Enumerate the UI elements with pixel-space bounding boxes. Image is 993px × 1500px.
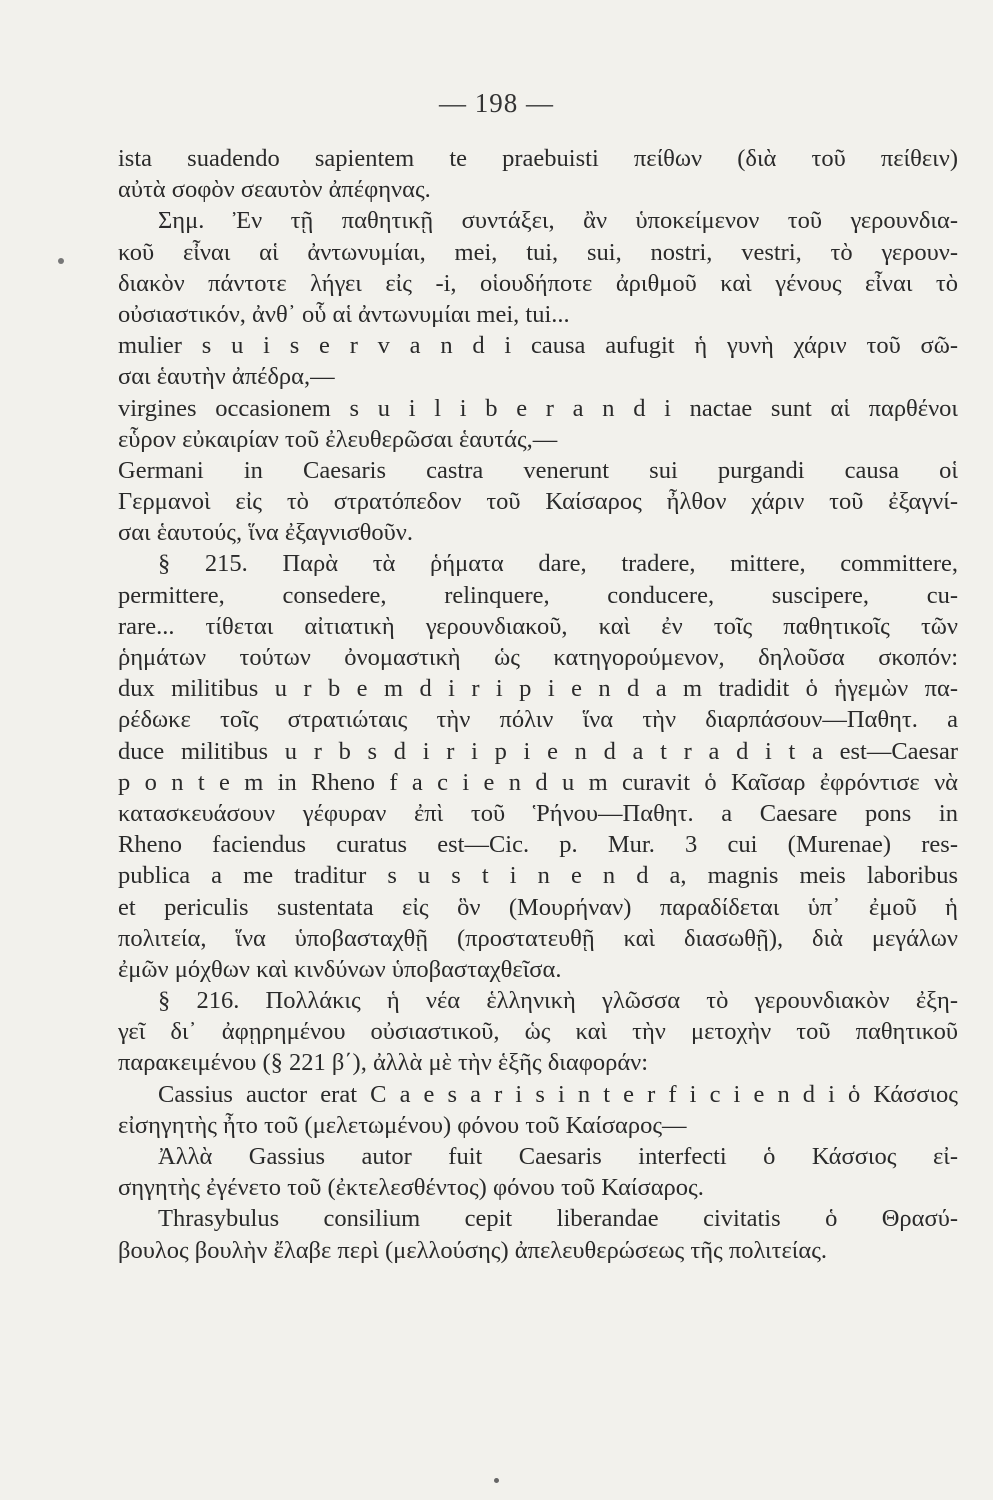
example-line: Ἀλλὰ Gassius autor fuit Caesaris interfecti ὁ Κάσσιος εἰ-: [158, 1143, 958, 1170]
example-line: σαι ἑαυτούς, ἵνα ἐξαγνισθοῦν.: [118, 519, 413, 547]
body-text: [118, 143, 958, 1266]
example-line: σηγητὴς ἐγένετο τοῦ (ἐκτελεσθέντος) φόνου τοῦ Καίσαρος.: [118, 1174, 704, 1202]
text-line: αὐτὰ σοφὸν σεαυτὸν ἀπέφηνας.: [118, 176, 431, 204]
text-line: κοῦ εἶναι αἱ ἀντωνυμίαι, mei, tui, sui, nostri, vestri, τὸ γερουν-: [118, 238, 958, 266]
text-line: permittere, consedere, relinquere, conducere, suscipere, cu-: [118, 581, 958, 609]
example-line: et periculis sustentata εἰς ὃν (Μουρήναν) παραδίδεται ὑπ᾽ ἐμοῦ ἡ: [118, 893, 958, 921]
text-line: διακὸν πάντοτε λήγει εἰς -i, οἱουδήποτε ἀριθμοῦ καὶ γένους εἶναι τὸ: [118, 269, 958, 297]
example-line: βουλος βουλὴν ἔλαβε περὶ (μελλούσης) ἀπελευθερώσεως τῆς πολιτείας.: [118, 1236, 828, 1264]
example-line: σαι ἑαυτὴν ἀπέδρα,—: [118, 363, 335, 391]
text-line: γεῖ δι᾽ ἀφῃρημένου οὐσιαστικοῦ, ὡς καὶ τὴν μετοχὴν τοῦ παθητικοῦ: [118, 1018, 958, 1046]
text-line: ista suadendo sapientem te praebuisti πείθων (διὰ τοῦ πείθειν): [118, 145, 958, 172]
example-line: p o n t e m in Rheno f a c i e n d u m curavit ὁ Καῖσαρ ἐφρόντισε νὰ: [118, 768, 958, 796]
example-line: Germani in Caesaris castra venerunt sui purgandi causa οἱ: [118, 456, 958, 484]
example-line: ρέδωκε τοῖς στρατιώταις τὴν πόλιν ἵνα τὴν διαρπάσουν—Παθητ. a: [118, 706, 958, 734]
text-line: ῥημάτων τούτων ὀνομαστικὴ ὡς κατηγορούμενον, δηλοῦσα σκοπόν:: [118, 644, 958, 671]
text-line: rare... τίθεται αἰτιατικὴ γερουνδιακοῦ, καὶ ἐν τοῖς παθητικοῖς τῶν: [118, 612, 958, 640]
example-line: ἐμῶν μόχθων καὶ κινδύνων ὑποβασταχθεῖσα.: [118, 955, 562, 983]
example-line: duce militibus u r b s d i r i p i e n d a t r a d i t a est—Caesar: [118, 737, 958, 765]
example-line: Rheno faciendus curatus est—Cic. p. Mur. 3 cui (Murenae) res-: [118, 831, 958, 859]
margin-dot: [58, 258, 64, 264]
example-line: Thrasybulus consilium cepit liberandae civitatis ὁ Θρασύ-: [158, 1205, 958, 1233]
example-line: virgines occasionem s u i l i b e r a n d i nactae sunt αἱ παρθένοι: [118, 394, 958, 422]
example-line: εὗρον εὐκαιρίαν τοῦ ἐλευθερῶσαι ἑαυτάς,—: [118, 425, 558, 453]
example-line: κατασκευάσουν γέφυραν ἐπὶ τοῦ Ῥήνου—Παθητ. a Caesare pons in: [118, 799, 958, 827]
note-line: Σημ. Ἐν τῇ παθητικῇ συντάξει, ἂν ὑποκείμενον τοῦ γερουνδια-: [158, 207, 958, 235]
text-line: παρακειμένου (§ 221 β΄), ἀλλὰ μὲ τὴν ἑξῆς διαφοράν:: [118, 1049, 649, 1077]
example-line: Γερμανοὶ εἰς τὸ στρατόπεδον τοῦ Καίσαρος ἦλθον χάριν τοῦ ἐξαγνί-: [118, 488, 958, 516]
example-line: εἰσηγητὴς ἦτο τοῦ (μελετωμένου) φόνου τοῦ Καίσαρος—: [118, 1111, 687, 1139]
bottom-dot: [494, 1478, 499, 1483]
section-215-line: § 215. Παρὰ τὰ ῥήματα dare, tradere, mittere, committere,: [158, 550, 958, 578]
example-line: πολιτεία, ἵνα ὑποβασταχθῇ (προστατευθῇ καὶ διασωθῇ), διὰ μεγάλων: [118, 924, 958, 952]
section-216-line: § 216. Πολλάκις ἡ νέα ἑλληνικὴ γλῶσσα τὸ γερουνδιακὸν ἐξη-: [158, 987, 958, 1015]
example-line: mulier s u i s e r v a n d i causa aufugit ἡ γυνὴ χάριν τοῦ σῶ-: [118, 332, 958, 360]
example-line: Cassius auctor erat C a e s a r i s i n t e r f i c i e n d i ὁ Κάσσιος: [158, 1080, 958, 1108]
example-line: dux militibus u r b e m d i r i p i e n d a m tradidit ὁ ἡγεμὼν πα-: [118, 675, 958, 703]
text-line: οὐσιαστικόν, ἀνθ᾽ οὗ αἱ ἀντωνυμίαι mei, tui...: [118, 300, 570, 328]
example-line: publica a me traditur s u s t i n e n d a, magnis meis laboribus: [118, 862, 958, 890]
page-number: — 198 —: [439, 88, 554, 118]
